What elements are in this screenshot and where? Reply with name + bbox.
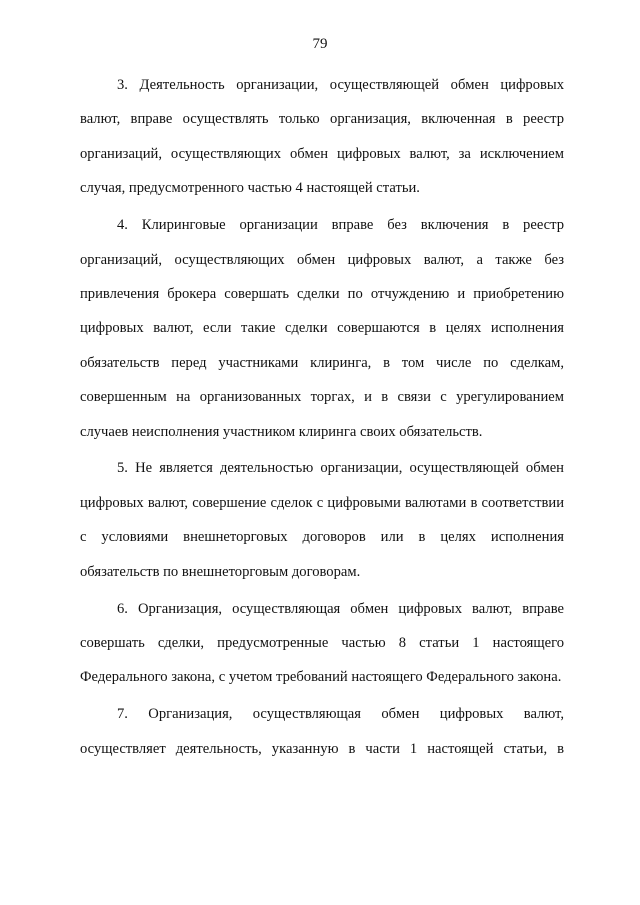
paragraph-7: 7. Организация, осуществляющая обмен цифровых валют, осуществляет деятельность, указанную в части 1 настоящей статьи, в (80, 706, 564, 757)
paragraph-3: 3. Деятельность организации, осуществляющей обмен цифровых валют, вправе осуществлять только организация, включенная в реестр организаций, осуществляющих обмен цифровых валют, за исключением случая, предусмотренного частью 4 настоящей статьи. (80, 77, 564, 197)
paragraph-6: 6. Организация, осуществляющая обмен цифровых валют, вправе совершать сделки, предусмотренные частью 8 статьи 1 настоящего Федерального закона, с учетом требований настоящего Федерального закона. (80, 600, 564, 686)
paragraph-4: 4. Клиринговые организации вправе без включения в реестр организаций, осуществляющих обмен цифровых валют, а также без привлечения брокера совершать сделки по отчуждению и приобретению цифровых валют, если такие сделки совершаются в целях исполнения обязательств перед участниками клиринга, в том числе по сделкам, совершенным на организованных торгах, и в связи с урегулированием случаев неисполнения участником клиринга своих обязательств. (80, 217, 564, 440)
page-number: 79 (312, 36, 328, 52)
paragraph-5: 5. Не является деятельностью организации, осуществляющей обмен цифровых валют, совершение сделок с цифровыми валютами в соответствии с условиями внешнеторговых договоров или в целях исполнения обязательств по внешнеторговым договорам. (80, 460, 564, 580)
document-body (80, 68, 564, 769)
